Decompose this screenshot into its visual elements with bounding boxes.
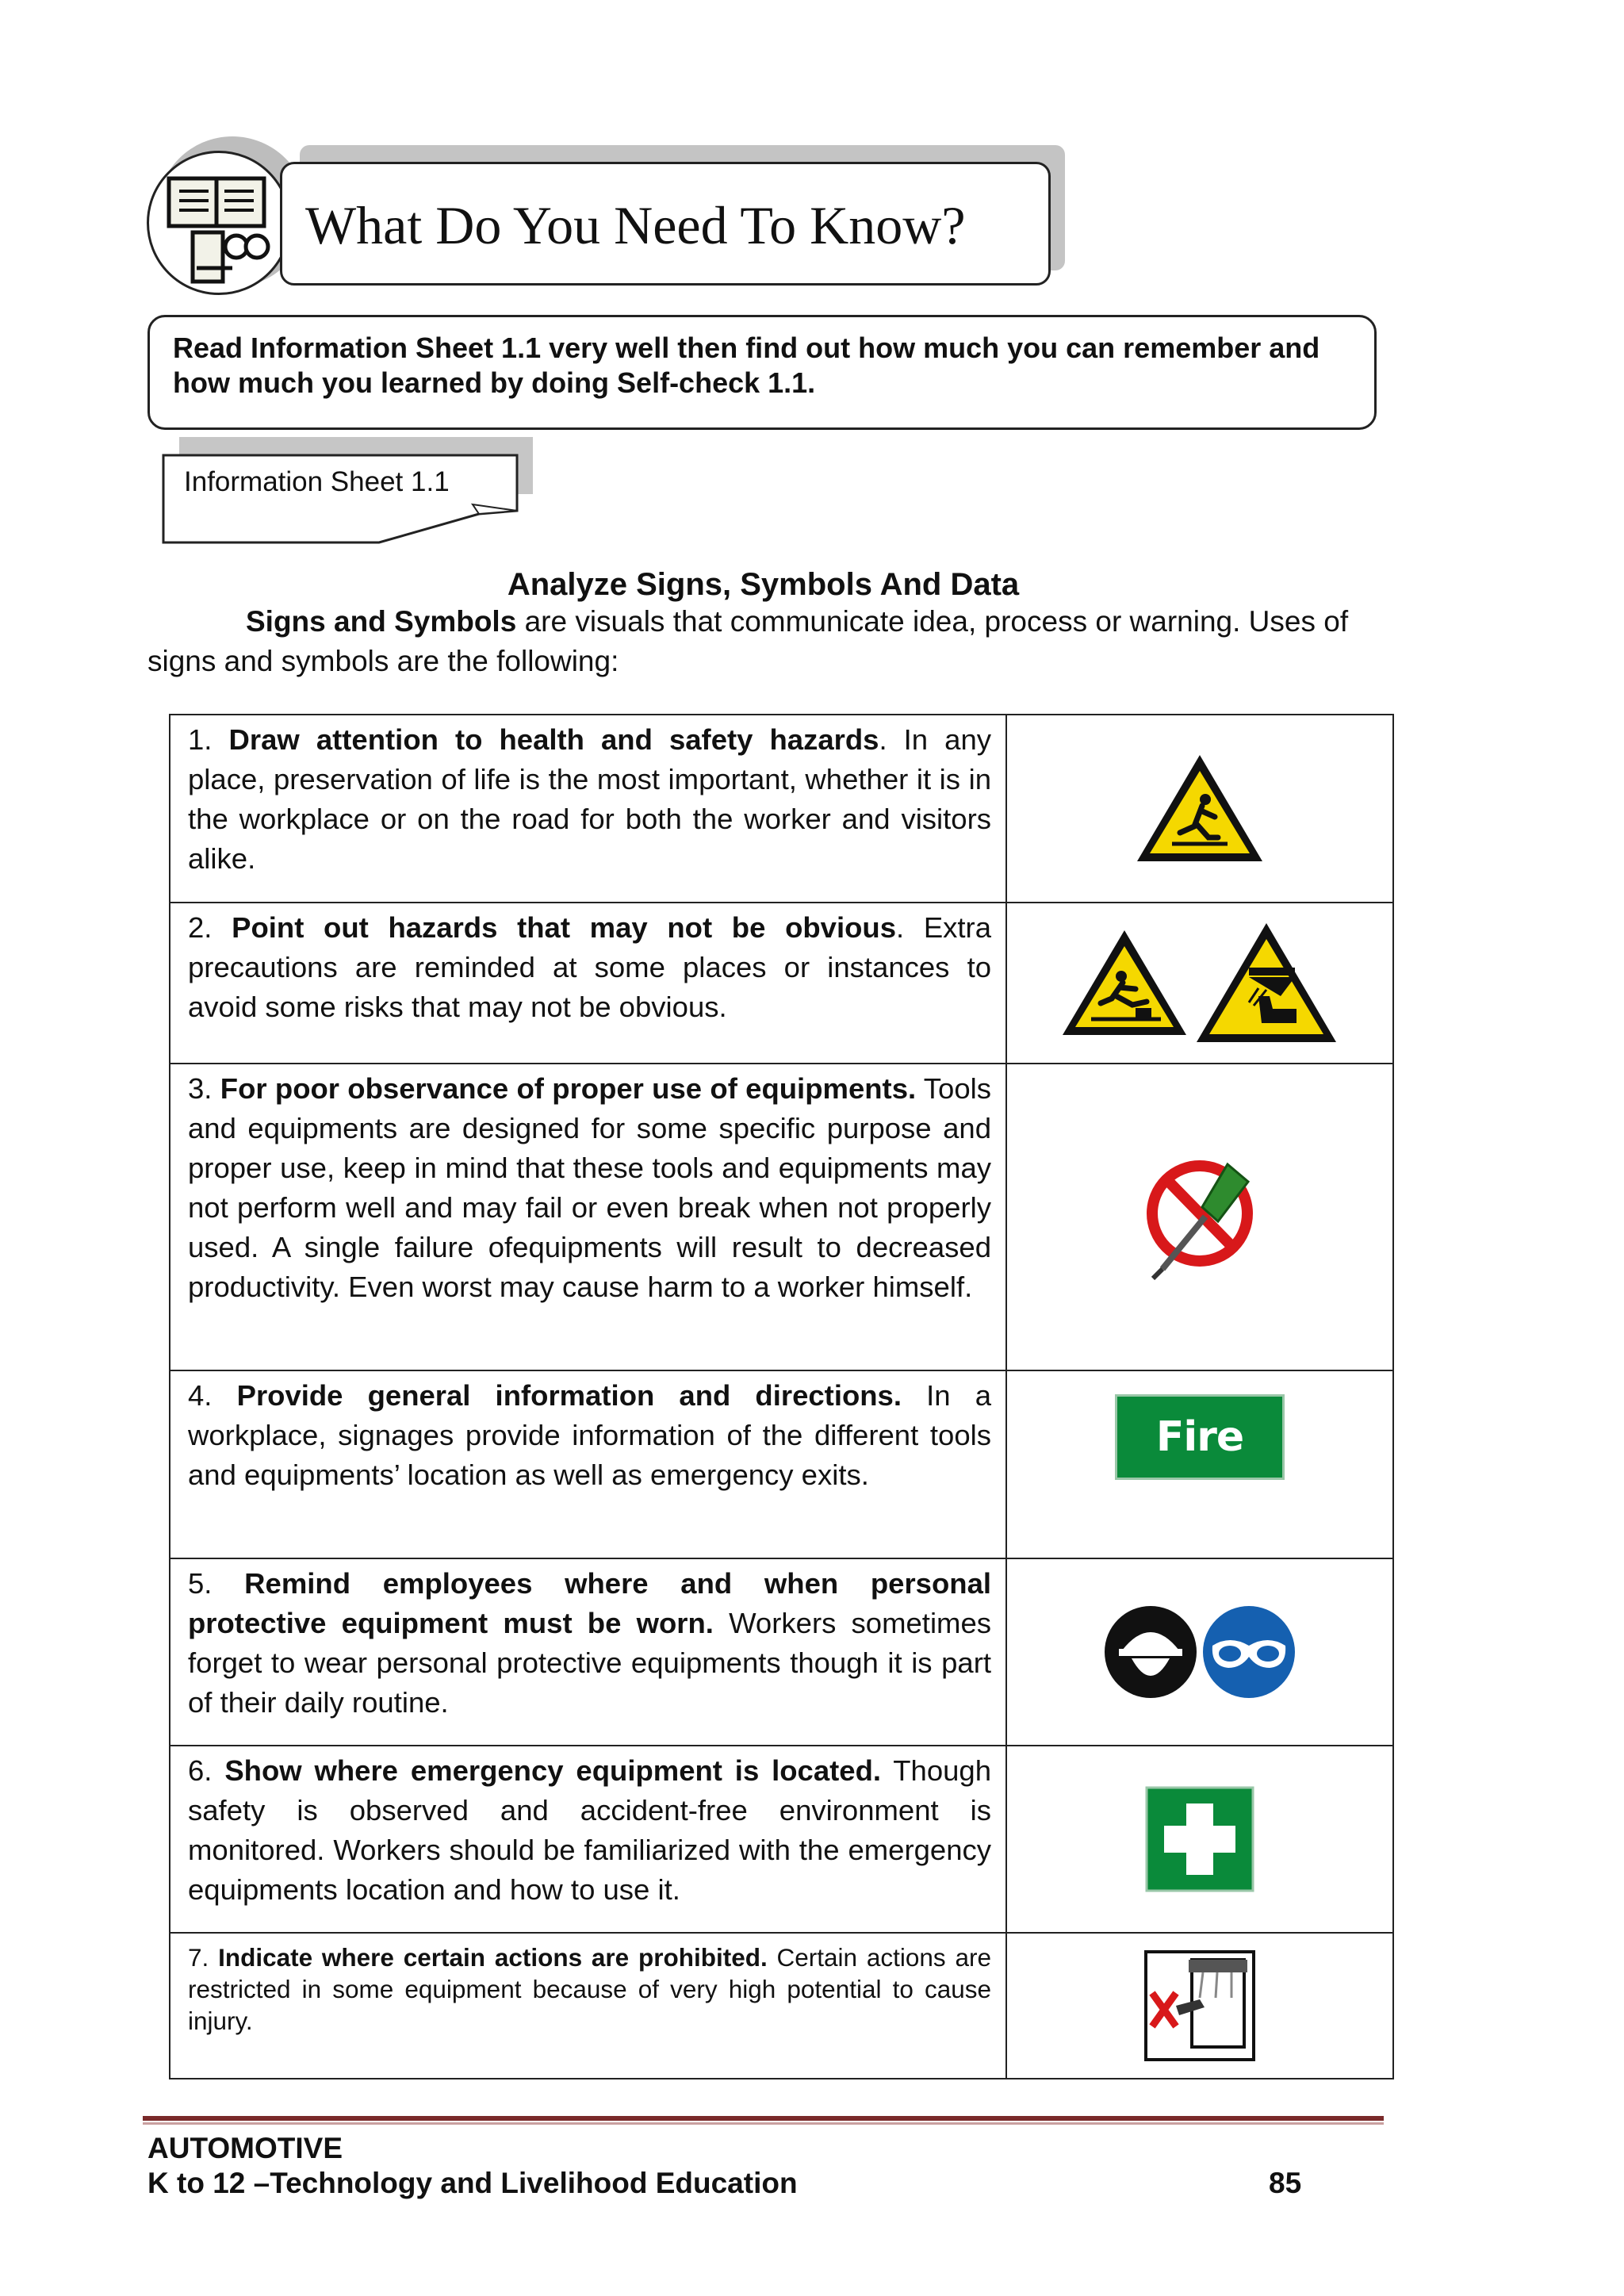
crush-hazard-warning-icon — [1193, 920, 1340, 1047]
list-item: 3. For poor observance of proper use of equipments. Tools and equipments are designed for some specific purpose and proper use, keep in mind that these tools and equipments may not perform well and may fail or even break when not properly used. A single failure ofequipments will result to decreased productivity. Even worst may cause harm to a worker himself. — [188, 1072, 992, 1303]
info-sheet-label: Information Sheet 1.1 — [184, 466, 450, 497]
reading-icon — [147, 151, 291, 295]
table-row — [170, 715, 1393, 903]
list-item: 5. Remind employees where and when personal protective equipment must be worn. Workers sometimes forget to wear personal protective equipments though it is part of their daily routine. — [188, 1567, 992, 1719]
table-row — [170, 903, 1393, 1064]
list-item: 7. Indicate where certain actions are prohibited. Certain actions are restricted in some equipment because of very high potential to cause injury. — [188, 1943, 992, 2035]
footer-rule — [143, 2116, 1384, 2121]
list-item: 2. Point out hazards that may not be obvious. Extra precautions are reminded at some places or instances to avoid some risks that may not be obvious. — [188, 911, 992, 1023]
list-item: 6. Show where emergency equipment is located. Though safety is observed and accident-free environment is monitored. Workers should be familiarized with the emergency equipments location and how to use it. — [188, 1754, 992, 1906]
hard-hat-required-icon — [1103, 1604, 1198, 1700]
footer-course: K to 12 –Technology and Livelihood Education — [147, 2167, 798, 2199]
trip-hazard-warning-icon — [1059, 926, 1190, 1041]
intro-line-2: signs and symbols are the following: — [147, 645, 619, 677]
list-item: 1. Draw attention to health and safety hazards. In any place, preservation of life is the most important, whether it is in the workplace or on the road for both the worker and visitors alike. — [188, 723, 992, 875]
safety-goggles-required-icon — [1201, 1604, 1297, 1700]
no-screwdriver-prohibition-icon — [1132, 1150, 1267, 1285]
signs-table — [169, 714, 1394, 2079]
list-item: 4. Provide general information and directions. In a workplace, signages provide information of the different tools and equipments’ location as well as emergency exits. — [188, 1379, 992, 1491]
intro-bold: Signs and Symbols — [246, 605, 517, 638]
table-row — [170, 1746, 1393, 1933]
intro-line-1 — [246, 605, 1348, 638]
table-row — [170, 1558, 1393, 1746]
slip-hazard-warning-icon — [1132, 750, 1267, 868]
intro-rest: are visuals that communicate idea, process or warning. Uses of — [516, 605, 1349, 638]
page-title: What Do You Need To Know? — [305, 195, 966, 255]
no-hands-prohibition-icon — [1144, 1950, 1255, 2061]
page-number: 85 — [1269, 2167, 1302, 2199]
footer-subject: AUTOMOTIVE — [147, 2132, 343, 2164]
table-row — [170, 1370, 1393, 1558]
section-heading: Analyze Signs, Symbols And Data — [507, 567, 1020, 602]
fire-exit-sign: Fire Exit — [1115, 1394, 1285, 1480]
table-row — [170, 1064, 1393, 1370]
instruction-text: Read Information Sheet 1.1 very well then find out how much you can remember and how much you learned by doing Self-check 1.1. — [173, 332, 1320, 399]
footer-rule-thin — [143, 2122, 1384, 2125]
table-row — [170, 1933, 1393, 2079]
first-aid-icon — [1145, 1786, 1254, 1892]
